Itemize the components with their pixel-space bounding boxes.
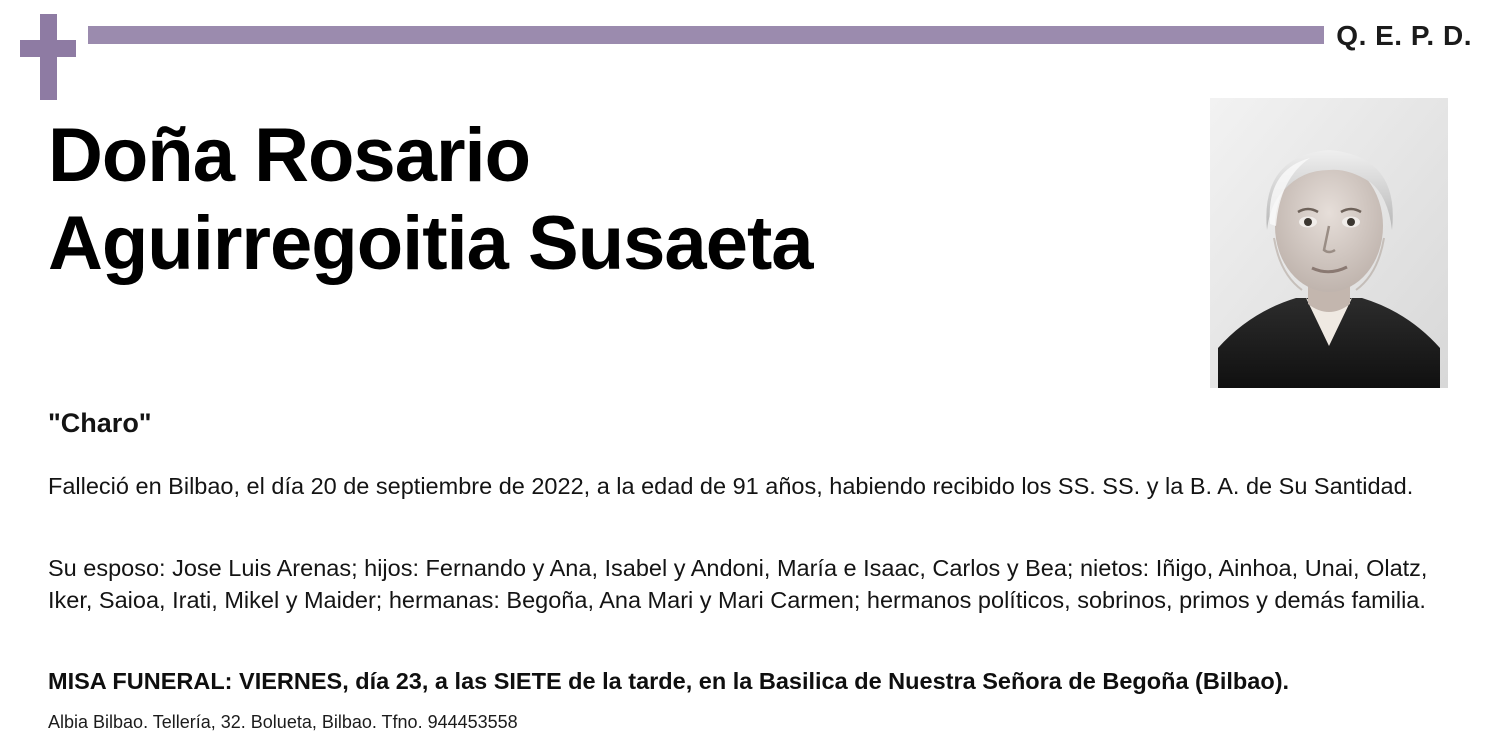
name-line-second: Aguirregoitia Susaeta: [48, 201, 813, 287]
portrait-photo: [1210, 98, 1448, 388]
family-list-text: Su esposo: Jose Luis Arenas; hijos: Fernando y Ana, Isabel y Andoni, María e Isaac, Carlos y Bea; nietos: Iñigo, Ainhoa, Unai, Olatz, Iker, Saioa, Irati, Mikel y Maider; hermanas: Begoña, Ana Mari y Mari Carmen; hermanos políticos, sobrinos, primos y demás familia.: [48, 555, 1428, 614]
deceased-name: [48, 112, 1178, 288]
header-rule: [88, 26, 1324, 44]
cross-vertical-bar: [40, 14, 57, 100]
funeral-home-text: Albia Bilbao. Tellería, 32. Bolueta, Bilbao. Tfno. 944453558: [48, 712, 518, 732]
death-notice-text: Falleció en Bilbao, el día 20 de septiembre de 2022, a la edad de 91 años, habiendo recibido los SS. SS. y la B. A. de Su Santidad.: [48, 473, 1414, 499]
name-line-first: Doña Rosario: [48, 113, 531, 198]
nickname-label: "Charo": [48, 408, 152, 438]
cross-horizontal-bar: [20, 40, 76, 57]
cross-icon: [20, 14, 76, 100]
qepd-label: Q. E. P. D.: [1336, 20, 1472, 51]
funeral-service-text: MISA FUNERAL: VIERNES, día 23, a las SIETE de la tarde, en la Basilica de Nuestra Señora de Begoña (Bilbao).: [48, 668, 1290, 694]
header-band: [0, 0, 1496, 96]
